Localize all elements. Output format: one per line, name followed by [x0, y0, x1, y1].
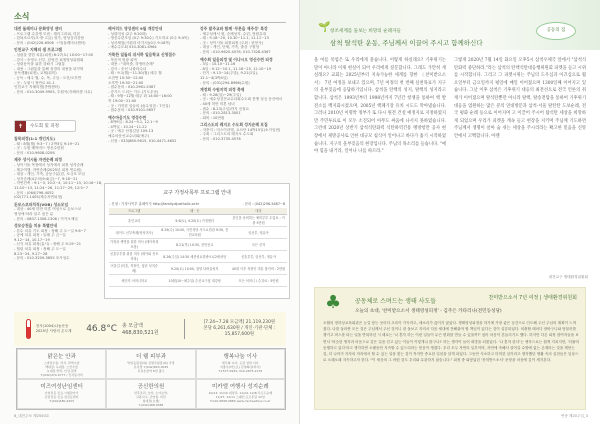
table-cell: 8.26(주일) 14:30 세종성요한바오로2세성당 [159, 250, 230, 262]
notice-line: - 대상 : 개인, 단체, 가족, 출강 구원성 [200, 45, 260, 50]
table-cell: 8.21(목) 10:30, 전민선교 [159, 238, 230, 250]
ad-card [196, 379, 285, 409]
ad-line: 유성점 T.(042)823-3045 [133, 365, 169, 369]
notice-title: 성모승천을 치유 특별안내 [14, 223, 57, 229]
news-column-1-continued [14, 134, 102, 261]
table-cell: 어울길 (미혼, 직장인, 청년 성지순례) [110, 264, 158, 273]
table-cell: 모든 어머니 / 수강료 : 5만원 [230, 274, 287, 286]
ads-grid [16, 348, 286, 410]
notice-line: - 문의 : (042)226-6506 ㄱ이(돌레미나센터) [14, 40, 86, 45]
table-cell: 9.6(토), 9.20(토) 가정센터 [159, 214, 230, 226]
notice-line: - 때 : 9.18~20, 10.30~11.1, 11.11~13 [200, 36, 269, 41]
notice-line: - 접수문의 : 010-2961-5367 [108, 85, 156, 90]
notice-title: 거룩한 일들의 쉬서하 일음학교 신청접수 [108, 51, 176, 57]
notice-line: - 공예 치유 피정 : 들헤 주 금~일 [14, 233, 66, 238]
cross-icon: ✝ [15, 121, 26, 132]
divider [184, 319, 185, 339]
notice-line: - 접수문의 : 010-9101-9657 [108, 108, 156, 113]
box-body: 오월의 정하상교육회관은 눈길 닿는 곳마다 초록이 가득하고, 새소리가 끊이지 않았다. 생태영성피정을 하기에 가장 좋은 공간으로 인도해 주신 주님의 계획이 느껴졌다. 나를 둘러싼 모든 것은 주님께서 주신 것이니 잘 돌보고 지켜서 다음 세대에 전해줘야 할 책임이 있다는 것이 실감되었다. 외출할 때마다 장바구니와 텀블러를 챙기고 버스를 타는 일을 반복하던 시 때로는 '나 혼자 하는 이런 일들이 무슨 변화를 만들 수 있을까?' 싶어 마음이 흔들리기도 했다. 하지만 다른 피정 참여자들을 보면서 '비슷한 생각과 마음으로 같은 길을 걷고 있는 이들이 이렇게나 많구나!' 하는 생각이 들어 희망을 되찾았다. '나 혼자 한다'는 생각으로는 쉽게 지치지만, '더불어 동행하고 있다'라고 생각하면 오랫동안 지속할 수 있으리라는 믿음이 생겼다. 우리 모두 자연의 일부이며, 자연에 속해서 살아갈 수밖에 없는 존재라는 것을 깨닫는 것, 더 나아가 각자의 자리에서 할 수 있는 일을 찾는 것이 작지만 중요한 일임을 알게 되었다. 그동안 사소하고 미미한 일이라고 생각했던 생활 속의 실천들은 일상으로 오래오래 지속하고자 한다. "이 세상의 그 어떤 것도 우리와 무관하지 않습니다." 피정 중 와닿았던 '찬미받으소서' 문장을 마음에 깊이 새겨본다. [323, 321, 579, 363]
table-cell: 임산부, 영유아 [230, 226, 287, 238]
notice-line: - 대상 : 40세 미만 미혼 여성으로 돈보스코 [14, 207, 82, 212]
notice-line: - 문의 : (031)294-8966(수원) [200, 80, 250, 85]
ad-line: T.010-9898-0880 www.michaeltour.co.kr [210, 399, 271, 403]
notice-line: 오후반 19:30~21:00 [108, 80, 144, 85]
table-row [109, 214, 287, 226]
eco-apostles-box [314, 287, 586, 410]
notice-line: - 등독 : 매주 월, 수, 목, 주일 : 오전/오후반 [14, 75, 82, 80]
ad-name: 미즈여성난임센터 [40, 384, 83, 390]
table-cell: 9.20(토) 10:00, 청양 다락골성지 [159, 262, 230, 274]
section-label: 수도회 및 피정 [30, 124, 59, 129]
notice-line: - 내용 : "내어줌, 하영어순례" [108, 62, 155, 67]
notice-line: - 문의 : (064)796-4052 [14, 190, 54, 195]
sprout-icon: 🌱 [318, 22, 331, 33]
notice-line: 12.1~4(3박4일) [200, 75, 228, 80]
notice-title: 인천교구 지혜의 샘 프로그램 [14, 47, 62, 53]
notice-line: (02)771-1405(제주자연피정) [14, 195, 63, 200]
notice-title: 예수마음기도 영성수련 [108, 114, 146, 120]
ad-line: T.(042)488-9585 [138, 403, 164, 407]
article-title: 삼척 탈석탄 운동, 주님께서 이끌어 주시고 함께하신다 [330, 39, 483, 47]
ad-line: 교통사고, 금연침, 비만 [136, 395, 166, 399]
ad-line: 10/13, 11/10 대성당, 11/24, 12/8 루르드순례 [208, 391, 273, 395]
table-contact: - 문의 : (042)256-5487~8 [242, 202, 285, 206]
notice-line: - 성령동독을 위한 강좌시 그림통 [14, 62, 65, 67]
notice-line: - 성이시돌 목장에서 성지에서 피정 성지순례 [14, 162, 84, 167]
news-column-1 [14, 24, 102, 120]
notice-line: 예수마음선교수녀회(예주) [108, 134, 149, 139]
table-cell: 혼인교리 [109, 214, 159, 226]
notice-line: - 성령미성 (2주 9:20화) [108, 31, 147, 36]
notice-line: - 곳 : 성이시돌 피정피정 (주최 : 한봉사) [200, 40, 264, 45]
ad-name: 행복나눔 이사 [223, 354, 258, 360]
page-number: 연중 제20주일_3 [560, 414, 588, 418]
table-cell: 혼인을 준비하는 예비부부 수업료 : 커플 5만원 [230, 214, 287, 226]
ad-line: 박일동원장(의) 김병주원장(의) 가경 [127, 361, 175, 365]
table-apply: - 신청 : 가정사목부 홈페이지 http://family.djcatholic.or.kr [109, 202, 200, 206]
notice-line: - 제주성에서 원, 순례성지, 수련, 영원유대 [200, 31, 266, 36]
notice-line: 9.12~14, 10.17~19 [14, 237, 50, 242]
ad-line: 백내장, 녹내장, 노안수술 [45, 365, 79, 369]
donation-total: 총 모금액 468,830,521원 [122, 323, 159, 336]
page-number: 6_대전주보 제2550호 [14, 414, 50, 418]
notice-title: 계정회 수원지역 피정 축제 [200, 87, 245, 93]
notice-line: - 때 : 8월(월) 9:3~7 / 2박3일 9:19~21 [14, 141, 80, 146]
notice-line: - 내용 : 그림통을 통해 성경의 내용을 되꾸며 [14, 66, 84, 71]
notice-line: - 문의 : 010-3209-3655 포가성수 [14, 256, 70, 261]
article-column-1: 올 여름 폭염은 또 우리에게 묻습니다. 어떻게 하실래요? 기후위기는 말이 아니라 이제 현실이 되어 우리에게 질문합니다. 그래도 가만히 계실래요? 교회는 2025년부터 지속가능한 세계를 향한 〈찬미받으소서〉 7년 여정을 보내고 있으며, 7년 여정의 첫 번째 실천목표가 지구의 울부짖음에 응답하기입니다. 삼척을 탄핵의 성지, 탈핵의 성지라고 합니다. 삼척은 1993년부터 1998년까지 7년간 항쟁을 통하여 핵 발전소를 백지화시켰으며, 2005년 핵폐기장 유치 시도도 막아냈습니다. 그러나 2010년 이명박 정부가 또 다시 원전 건설 예정지로 지정하였지만 주민투표로 이 모두 소진되어 아무도 싸움에 나서지 못하였습니다. 그런데 2020년 상반기 삼척석탄화력 석탄하역건용 맹방항만 공사 현장에서 제방공사로 인한 대규모 침식이 일어나고 바다가 흙기 시작하였습니다. 지구의 울부짖음의 현장입니다. 주님의 목소리를 들습니다. "예야 힘을 내거라, 일어나 나를 따르라." [314, 58, 446, 155]
donation-label: 2025년 사랑의 온도계 [35, 329, 72, 333]
notice-line: 11:10~13, 11:24~26, 11:27~29, 12:5~7 [14, 185, 89, 190]
divider [14, 22, 286, 23]
ad-name: 미카엘 여행사 성지순례 [212, 384, 269, 390]
notice-line: - 성서체험(시편과 마가서)(0주 9:18목) [108, 40, 171, 45]
ad-card [17, 379, 106, 409]
table-row [109, 250, 287, 262]
notice-line: - 8일 : 9.12~10.1, 11.16~25, 12.10~19 [200, 66, 272, 71]
col-header: 프로그램 [109, 208, 159, 214]
notice-line: - 4박일 : 10.14~11.22 [108, 124, 147, 129]
notice-line: - 힐링 치유 피정 : 정해 주 도~일 [14, 247, 66, 252]
ad-name: 공신한의원 [137, 384, 165, 390]
notice-title: 돈보스코파치직(VOB) 성소모임 [14, 201, 69, 207]
notice-line: - 대상 : 개인, 가족, 공동구분(한, 소규모 모임 [14, 172, 85, 177]
notice-line: 동독생활(피정), 교제(취미) [14, 71, 57, 76]
ad-name: 맑은눈 안과 [47, 354, 76, 360]
notice-line: - 목음적 영광 피막 [108, 57, 138, 62]
notice-title: 베어러드 영성센터 9월 개강안내 [108, 26, 163, 31]
notice-title: 예수회 일음피정 및 이냐시오 영신수련 피정 [200, 56, 273, 62]
notice-line: - 때 : 9월~12월 매주 화 14:00~16:00 [108, 94, 172, 99]
box-title: 공동체로 스며드는 생태 사도들 [355, 298, 437, 305]
table-row [109, 274, 287, 286]
donation-label: 천사(1004)나눔운동 [35, 324, 69, 328]
col-header: 때 · 곳 [159, 208, 230, 214]
notice-title: 강주 말주교와 함께 '무른을 제주성' 특강 [200, 26, 268, 31]
table-title: 교구 가정사목부 프로그램 안내 [163, 190, 231, 196]
article-kicker: 창조세계를 돌보는 희망의 순례자들 [330, 29, 401, 34]
ad-card [17, 349, 106, 379]
ad-line: T.1577-9934, 010-2875-2176 [218, 369, 263, 373]
notice-line: - 증기드 드리는 기도 (기도우송) [108, 89, 159, 94]
notice-line: - 신식 치유 피정(효시) : 정해 주 9.19~21 [14, 242, 82, 247]
notice-line: - 제주여행, 자연순례(2025년 피정 연수원) [14, 167, 82, 172]
notice-line: 인천교구 지혜의샘(종합센터) [14, 85, 60, 90]
table-cell: 체인지 어머니학교 [109, 274, 159, 286]
table-cell: 8.29(수) 10:00, 국민성당 사도요한관 9:30, 전민교육원 [161, 228, 229, 237]
article-source: 대전교구 생태환경위원회 [548, 275, 588, 279]
notice-title: 대전 돌레미나 문화영성 센터 [14, 26, 62, 31]
news-column-3 [200, 24, 288, 174]
article-column-2: 그렇게 2020년 7월 14일 화요일 오후5시 삼척우체국 앞에서 "삼척석탄화력 중단하라."라는 삼척의 탄핵석탄대응행위원회 피켓을 들고 시위를 시작합니다. 그리고 그 피켓시위는 주님의 도우심과 이끄심으로 월요일부터 금요일까지 평일에 매일 이어졌으며 1300일째 이어지고 있습니다. 그날 이후 삼척은 기후위기 대응의 최전선으로 전국 언론의 취재가 이어졌으며 탈석탄뿐만 아니라 탈핵, 탈송전탑을 통하여 기후위기 대응을 염원하는 많은 분의 연대방문과 삼척-서울 탈탄탄 도보순례, 전국 평화 순례 등으로 이어지며 고 이끌어 주시어 탐석탄 세상을 희망하게 되었으며 우리가 피켓을 계속 들고 현장을 지키며 주님께 기도하면 주님께서 생명이 살아 숨 쉬는 세상을 주시리라는 확고한 믿음을 신앙 안에서 고백합니다. 아멘 [454, 58, 586, 139]
notice-line: - 8박9일 : 8.24~9.1, 12.1~9 [108, 120, 158, 125]
table-cell: 모든 신자 [230, 238, 287, 250]
ad-line: 11/27, 12/11 스페인·포르투갈 12일 [215, 395, 265, 399]
family-program-table [104, 183, 290, 299]
notice-title: 제주 성이시돌 자연순례 피정 [14, 157, 62, 163]
notice-line: - 성령을 향한 치유(피정) 6:27(토) 10:00~17:00 [14, 52, 94, 57]
notice-line: 목 19:00~21:00 [108, 98, 137, 103]
ad-name: 더 웰 피부과 [135, 354, 167, 360]
donation-band [14, 312, 286, 346]
notice-line: - 곳 : 예수성심전교수녀회수도회 봉쟁 성심 동산에서 [200, 97, 283, 102]
ad-line: 유성온천역 6번 출구 [137, 369, 165, 373]
table-cell: 데이트 신부축제(영성미사) [109, 226, 159, 238]
donation-period: [7.24~7.28 모금액] 21,119,230원 [203, 320, 276, 325]
col-header: 대상 [230, 208, 287, 214]
news-heading: 소식 [14, 12, 30, 21]
notice-line: - 문의 : 010-3735-4576 [200, 137, 241, 142]
notice-line: - 본수 치유 기도 피정 : 정해 주 도~일 9.6~7 [14, 228, 86, 233]
notice-line: - 곳 : 거룩한 일들의 쉬(수성점 : 7인실) [108, 103, 170, 108]
notice-title: 그리스도의 레지오 수도회 성지순례 모집 [200, 122, 268, 128]
notice-line: - 곳 : 두원 베까비드 영신수련원 [14, 146, 64, 151]
ad-line: 산후조리, 보약, 소아보약, [134, 391, 168, 395]
right-page [300, 0, 600, 424]
notice-line: - 문의 : 010-2813-3001 [200, 111, 241, 116]
notice-line: - 문의 : 010-9620-4076, 010-7328-4367 [200, 49, 271, 54]
ad-line: T.(042)480-2255 [49, 399, 75, 403]
ad-card [106, 349, 195, 379]
table-cell: 10월(10~매주일) 수산교구청 대강당 [159, 274, 230, 286]
program-table [109, 208, 287, 287]
notice-line: - 단기 : 9.13~14(주말), 9.21(1일), [200, 71, 259, 76]
notice-line: 영성에 따라 살고 싶은 분 [14, 211, 54, 216]
table-cell: 신혼부부를 위한 미사 (태아와 산모축복) [110, 252, 159, 261]
notice-line: - 문의 : 0807-1306-1306 / 카카오채널 [14, 216, 78, 221]
ad-line: T.(042)470-9777 / 신사동거리 [40, 373, 83, 377]
ad-line: 이종수(바오로) 김영희(실비아) [220, 365, 261, 369]
table-cell: 신혼부부, 임산부, 영유아 [230, 250, 287, 262]
ad-line: 난임전문 진료 설진료센터 [44, 395, 79, 399]
notice-line: - 문의 : 010-9608-0206 [14, 150, 55, 155]
notice-line: 오전반 10:30~12:00 [108, 75, 144, 80]
ad-line: 난임전문 진료·시험관아기 [44, 391, 79, 395]
notice-title: 침묵피정(1:1 개인지도) [14, 136, 55, 141]
thermometer-icon [26, 319, 31, 339]
table-cell: 가정과 생명을 위한 미사 (태아축복 포함) [110, 240, 159, 249]
ad-line: 침대전(요셉) [142, 399, 160, 403]
column-badge: 공동의 집 [536, 22, 576, 40]
donation-detail: 본당 6,261,630원 / 개인·기관·단체 : 15,857,600원 [203, 326, 276, 337]
table-row [109, 238, 287, 250]
notice-line: - 40세 미만 미혼 남녀 [200, 101, 235, 106]
ad-line: 녹내장·망막, 안검·결막 [46, 369, 77, 373]
ad-card [106, 379, 195, 409]
tree-icon: ♣ [325, 292, 342, 313]
notice-line: - 문의 : 010-3049-9905, 우원석(지혜의샘 사무) [14, 89, 93, 94]
notice-line: - 한복조르자(초·중·고급) 성가, 영성심리상담 [14, 36, 84, 41]
notice-line: - 신청 : 033)880-9615, 010-4471-4652 [108, 138, 177, 143]
box-subtitle: 오늘의 초대, '찬미받으소서 생태영성피정' - 김주은 카타리나(전민동성당) [355, 309, 502, 314]
notice-line: - 영신수련모임 (0주 9:30수) 기도학교 (0주 9:4목) [108, 36, 189, 41]
notice-line: - 프로그램 수강생 모집 : 캘리그라피, 미본 [14, 31, 81, 36]
ad-card [196, 349, 285, 379]
notice-line: - 강사 : 송선 나줄라수녀 [108, 66, 147, 71]
notice-line: - 자연건축 : 9:1~3, 10:2~4, 10:11~13, 10:16~18, [14, 181, 102, 186]
notice-line: - 강사 : 송영오 신부, 한영진 피정영성위원회 [14, 57, 84, 62]
notice-line: - 회비 : 10만원 [200, 115, 225, 120]
notice-line: 8.23~24, 9.27~28 [14, 251, 48, 256]
series-label: 찬미받으소서 7년 여정 | 생태환경위원회 [488, 295, 577, 301]
table-cell: 40대 이후 직장인 미혼 참가비 : 2만원 [230, 262, 287, 274]
ad-line: 스마일수술, 라식, 라섹수술 [43, 361, 80, 365]
notice-line: - 곳 : 두원시 정연로 41-1 [14, 80, 55, 85]
notice-line: - 접수 : 8.23(주일)까지 신청요 [200, 106, 250, 111]
table-row [109, 226, 287, 238]
donation-temperature: 46.8°C [86, 324, 118, 334]
notice-line: - 주최 : 그리스도의 레지오 수도회 [200, 132, 254, 137]
news-column-2 [108, 24, 196, 174]
notice-line: - 때 : 9.28(일)~29(주일) [200, 92, 242, 97]
table-row [109, 262, 287, 274]
notice-line: - 예수수도회 010-3081-4964 [108, 45, 157, 50]
notice-line: - 성지순례(4주차)9:4(금)~7, 9:18~21 [14, 176, 78, 181]
section-retreat-button[interactable] [14, 120, 76, 132]
notice-line: - 지중지 : 미스이라엘, 요르단 14박15일(소가일빈) [200, 127, 281, 132]
ad-line: 세무화 이사, 포장 일반 이사 [222, 361, 259, 365]
notice-line: - 곳 : 예주 산청김알 109-13 [108, 129, 154, 134]
notice-line: - 때 : 9.1(월)~11.30(월) 매주 월 [108, 71, 162, 76]
notice-line: - 3일 : 10.10~11.16 [200, 62, 236, 67]
